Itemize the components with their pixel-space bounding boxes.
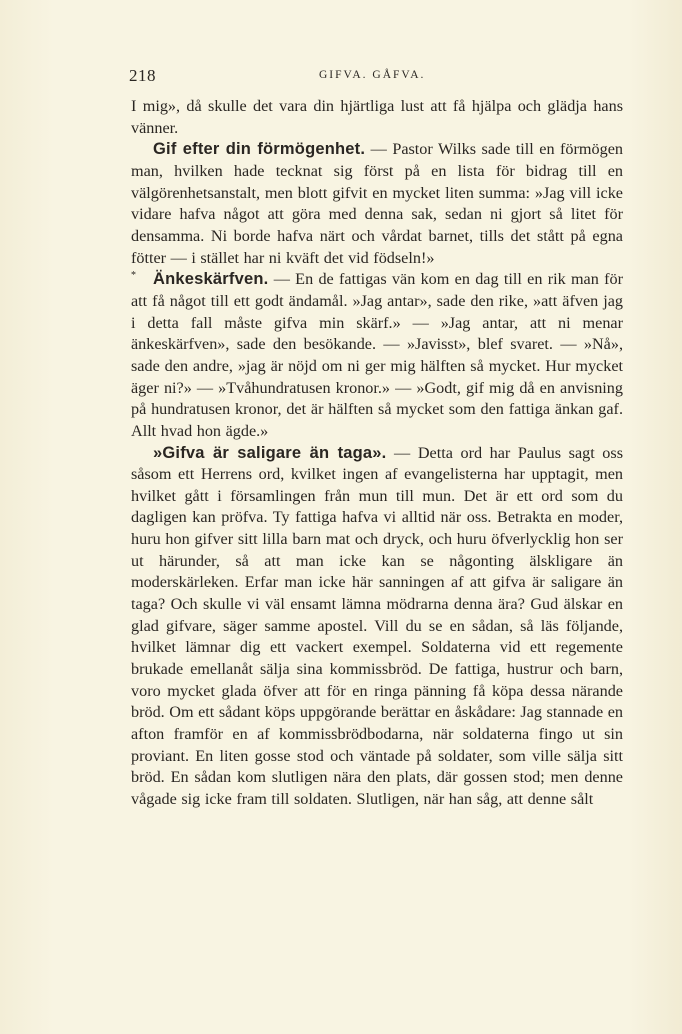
paragraph-gifva-ar-saligare bbox=[131, 443, 623, 811]
paragraph-gif-efter-din-formogenhet bbox=[131, 139, 623, 269]
paragraph-body: — Pastor Wilks sade till en förmögen man, hvilken hade tecknat sig först på en lista för bidrag till en välgörenhetsanstalt, men blott gifvit en mycket liten summa: »Jag vill icke vidare hafva något att göra med denna sak, sedan ni gjort så litet för densamma. Ni borde hafva närt och vårdat barnet, tills det stått på egna fötter — i stället har ni kväft det vid födseln!» bbox=[131, 140, 623, 267]
paragraph-ankeskarfven bbox=[131, 269, 623, 442]
paragraph-body: — Detta ord har Paulus sagt oss såsom ett Herrens ord, kvilket ingen af evangelisterna har upptagit, men hvilket gått i församlingen från mun till mun. Det är ett ord som du dagligen kan pröfva. Ty fattiga hafva vi alltid när oss. Betrakta en moder, huru hon gifver sitt lilla barn mat och dryck, och huru öfverlycklig hon ser ut härunder, så att man icke kan se någonting älskligare än moderskärleken. Erfar man icke här sanningen af att gifva är saligare än taga? Och skulle vi väl ensamt lämna mödrarna denna ära? Gud älskar en glad gifvare, säger samme apostel. Vill du se en sådan, så läs följande, hvilket lämnar dig ett vackert exempel. Soldaterna vid ett regemente brukade emellanåt sälja sina kommissbröd. De fattiga, hustrur och barn, voro mycket glada öfver att för en ringa pänning få köpa dessa närande bröd. Om ett sådant köps uppgörande berättar en åskådare: Jag stannade en afton framför en af kommissbrödbodarna, när soldaterna fingo ut sin proviant. En liten gosse stod och väntade på soldater, som ville sälja sitt bröd. En sådan kom slutligen nära den plats, där gossen stod; men denne vågade sig icke fram till soldaten. Slutligen, när han såg, att denne sålt bbox=[131, 443, 624, 808]
paragraph-body: — En de fattigas vän kom en dag till en rik man för att få något till ett godt ändamål. »Jag antar», sade den rike, »att äfven jag i detta fall måste gifva min skärf.» — »Jag antar, att ni menar änkeskärfven», sade den besökande. — »Javisst», blef svaret. — »Nå», sade den andre, »jag är nöjd om ni ger mig hälften så mycket. Hur mycket äger ni?» — »Tvåhundratusen kronor.» — »Godt, gif mig då en anvisning på hundratusen kronor, det är hälften så mycket som den fattiga änkan gaf. Allt hvad hon ägde.» bbox=[131, 270, 623, 440]
paragraph-body: I mig», då skulle det vara din hjärtliga lust att få hjälpa och glädja hans vänner. bbox=[131, 97, 623, 137]
page-number: 218 bbox=[129, 66, 156, 85]
paragraph-heading: »Gifva är saligare än taga». bbox=[153, 443, 387, 462]
paragraph-continuation bbox=[131, 96, 623, 139]
paragraph-heading: Änkeskärfven. bbox=[153, 270, 269, 289]
page-header bbox=[129, 66, 625, 88]
running-head: GIFVA. GÅFVA. bbox=[319, 69, 426, 81]
paragraph-heading: Gif efter din förmögenhet. bbox=[153, 140, 366, 159]
body-text bbox=[131, 96, 623, 811]
bullet-mark: * bbox=[131, 270, 136, 282]
